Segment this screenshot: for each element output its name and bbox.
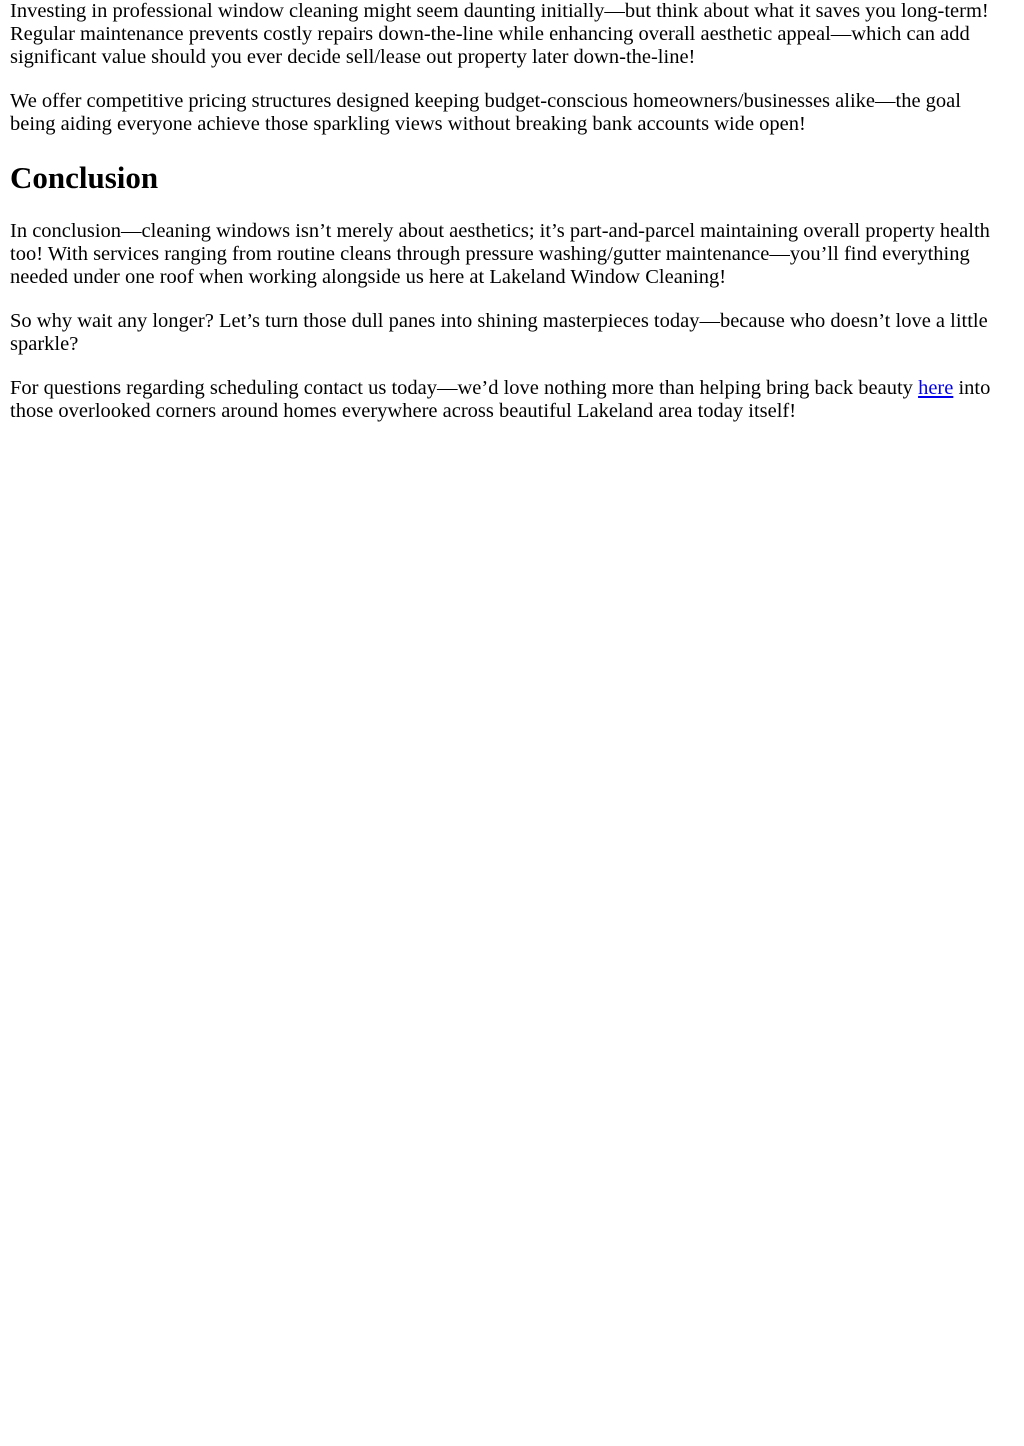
article-body bbox=[10, 0, 1010, 423]
paragraph-why-wait: So why wait any longer? Let’s turn those dull panes into shining masterpieces today—because who doesn’t love a little sparkle? bbox=[10, 310, 988, 355]
paragraph-contact bbox=[10, 377, 1010, 423]
conclusion-heading: Conclusion bbox=[10, 160, 159, 195]
paragraph-pricing: We offer competitive pricing structures designed keeping budget-conscious homeowners/businesses alike—the goal being aiding everyone achieve those sparkling views without breaking bank accounts wide open! bbox=[10, 90, 961, 135]
contact-text-before-link: For questions regarding scheduling contact us today—we’d love nothing more than helping bring back beauty bbox=[10, 377, 919, 399]
paragraph-conclusion: In conclusion—cleaning windows isn’t merely about aesthetics; it’s part-and-parcel maintaining overall property health too! With services ranging from routine cleans through pressure washing/gutter maintenance—you’ll find everything needed under one roof when working alongside us here at Lakeland Window Cleaning! bbox=[10, 220, 990, 288]
contact-text-after-link: into those overlooked corners around homes everywhere across beautiful Lakeland area today itself! bbox=[10, 377, 991, 422]
paragraph-investing: Investing in professional window cleaning might seem daunting initially—but think about what it saves you long-term! Regular maintenance prevents costly repairs down-the-line while enhancing overall aesthetic appeal—which can add significant value should you ever decide sell/lease out property later down-the-line! bbox=[10, 0, 989, 68]
here-link[interactable]: here bbox=[918, 377, 954, 399]
